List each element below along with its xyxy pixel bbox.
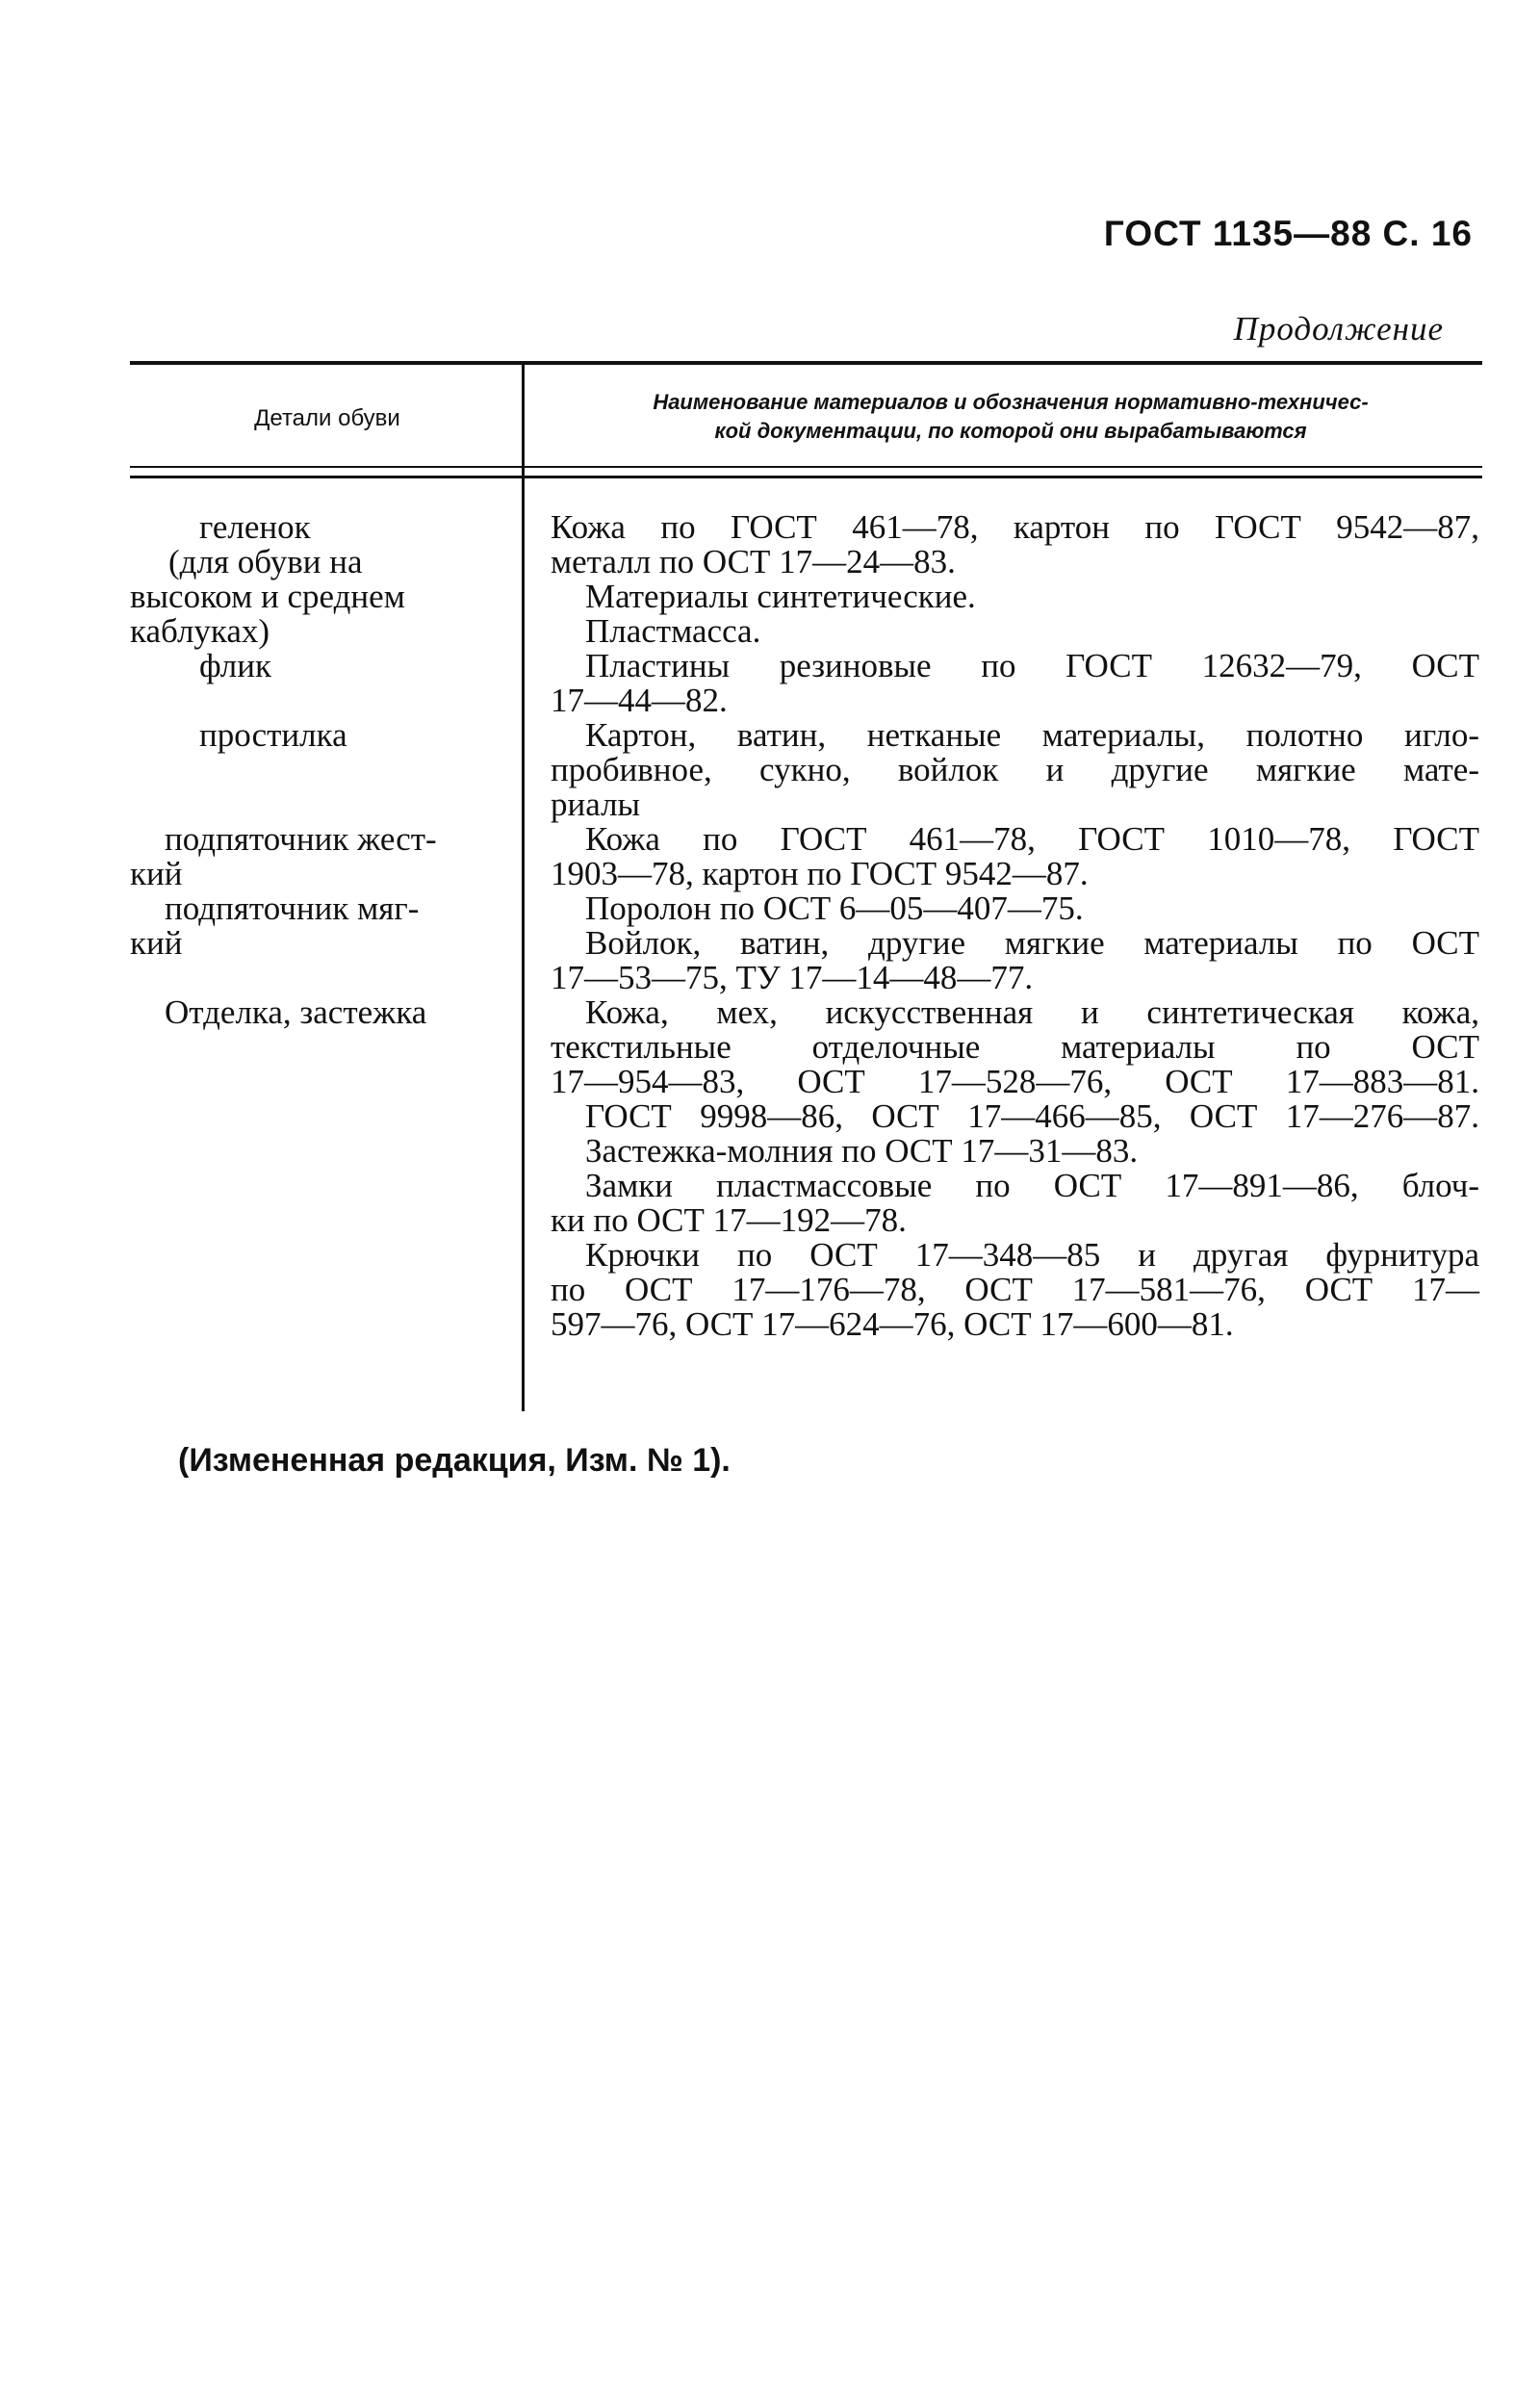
detail-line: каблуках) [130, 612, 270, 650]
column-header-materials-line1: Наименование материалов и обозначения нормативно-техничес- [653, 390, 1369, 414]
material-line: текстильные отделочные материалы по ОСТ [551, 1028, 1479, 1066]
column-divider [522, 365, 525, 1411]
material-line: ки по ОСТ 17—192—78. [551, 1201, 907, 1239]
material-line: 17—53—75, ТУ 17—14—48—77. [551, 959, 1034, 996]
material-line: Крючки по ОСТ 17—348—85 и другая фурнитура [585, 1236, 1479, 1274]
column-header-details: Детали обуви [254, 405, 400, 431]
detail-line: подпяточник жест- [165, 820, 437, 858]
detail-line: кий [130, 855, 183, 892]
material-line: Пластмасса. [585, 612, 761, 650]
material-line: Войлок, ватин, другие мягкие материалы по ОСТ [585, 924, 1479, 962]
continuation-label: Продолжение [1233, 310, 1444, 348]
material-line: 17—44—82. [551, 682, 728, 719]
detail-line: подпяточник мяг- [165, 889, 420, 927]
material-line: 597—76, ОСТ 17—624—76, ОСТ 17—600—81. [551, 1305, 1234, 1343]
material-line: Материалы синтетические. [585, 578, 976, 615]
detail-line: геленок [199, 508, 311, 546]
detail-line: флик [199, 647, 272, 684]
header-rule-upper [130, 466, 1482, 468]
material-line: риалы [551, 786, 641, 823]
detail-line: высоком и среднем [130, 578, 405, 615]
material-line: по ОСТ 17—176—78, ОСТ 17—581—76, ОСТ 17— [551, 1271, 1479, 1308]
detail-line: простилка [199, 716, 347, 754]
detail-line: кий [130, 924, 183, 962]
material-line: Поролон по ОСТ 6—05—407—75. [585, 889, 1084, 927]
material-line: Картон, ватин, нетканые материалы, полотно игло- [585, 716, 1479, 754]
material-line: Кожа по ГОСТ 461—78, ГОСТ 1010—78, ГОСТ [585, 820, 1479, 858]
material-line: Кожа, мех, искусственная и синтетическая кожа, [585, 993, 1479, 1031]
column-header-materials [539, 388, 1482, 446]
material-line: 17—954—83, ОСТ 17—528—76, ОСТ 17—883—81. [551, 1063, 1479, 1100]
table-top-rule [130, 361, 1482, 365]
material-line: Пластины резиновые по ГОСТ 12632—79, ОСТ [585, 647, 1479, 684]
material-line: Кожа по ГОСТ 461—78, картон по ГОСТ 9542—87, [551, 508, 1479, 546]
material-line: Застежка-молния по ОСТ 17—31—83. [585, 1132, 1139, 1170]
material-line: металл по ОСТ 17—24—83. [551, 543, 956, 580]
material-line: пробивное, сукно, войлок и другие мягкие мате- [551, 751, 1479, 788]
material-line: ГОСТ 9998—86, ОСТ 17—466—85, ОСТ 17—276—87. [585, 1097, 1479, 1135]
header-rule-lower [130, 476, 1482, 478]
material-line: 1903—78, картон по ГОСТ 9542—87. [551, 855, 1089, 892]
detail-line: (для обуви на [168, 543, 363, 580]
revision-note: (Измененная редакция, Изм. № 1). [178, 1442, 731, 1479]
page-header: ГОСТ 1135—88 С. 16 [1103, 214, 1473, 253]
detail-line: Отделка, застежка [165, 993, 427, 1031]
material-line: Замки пластмассовые по ОСТ 17—891—86, блоч- [585, 1167, 1479, 1204]
column-header-materials-line2: кой документации, по которой они вырабатываются [714, 419, 1307, 443]
